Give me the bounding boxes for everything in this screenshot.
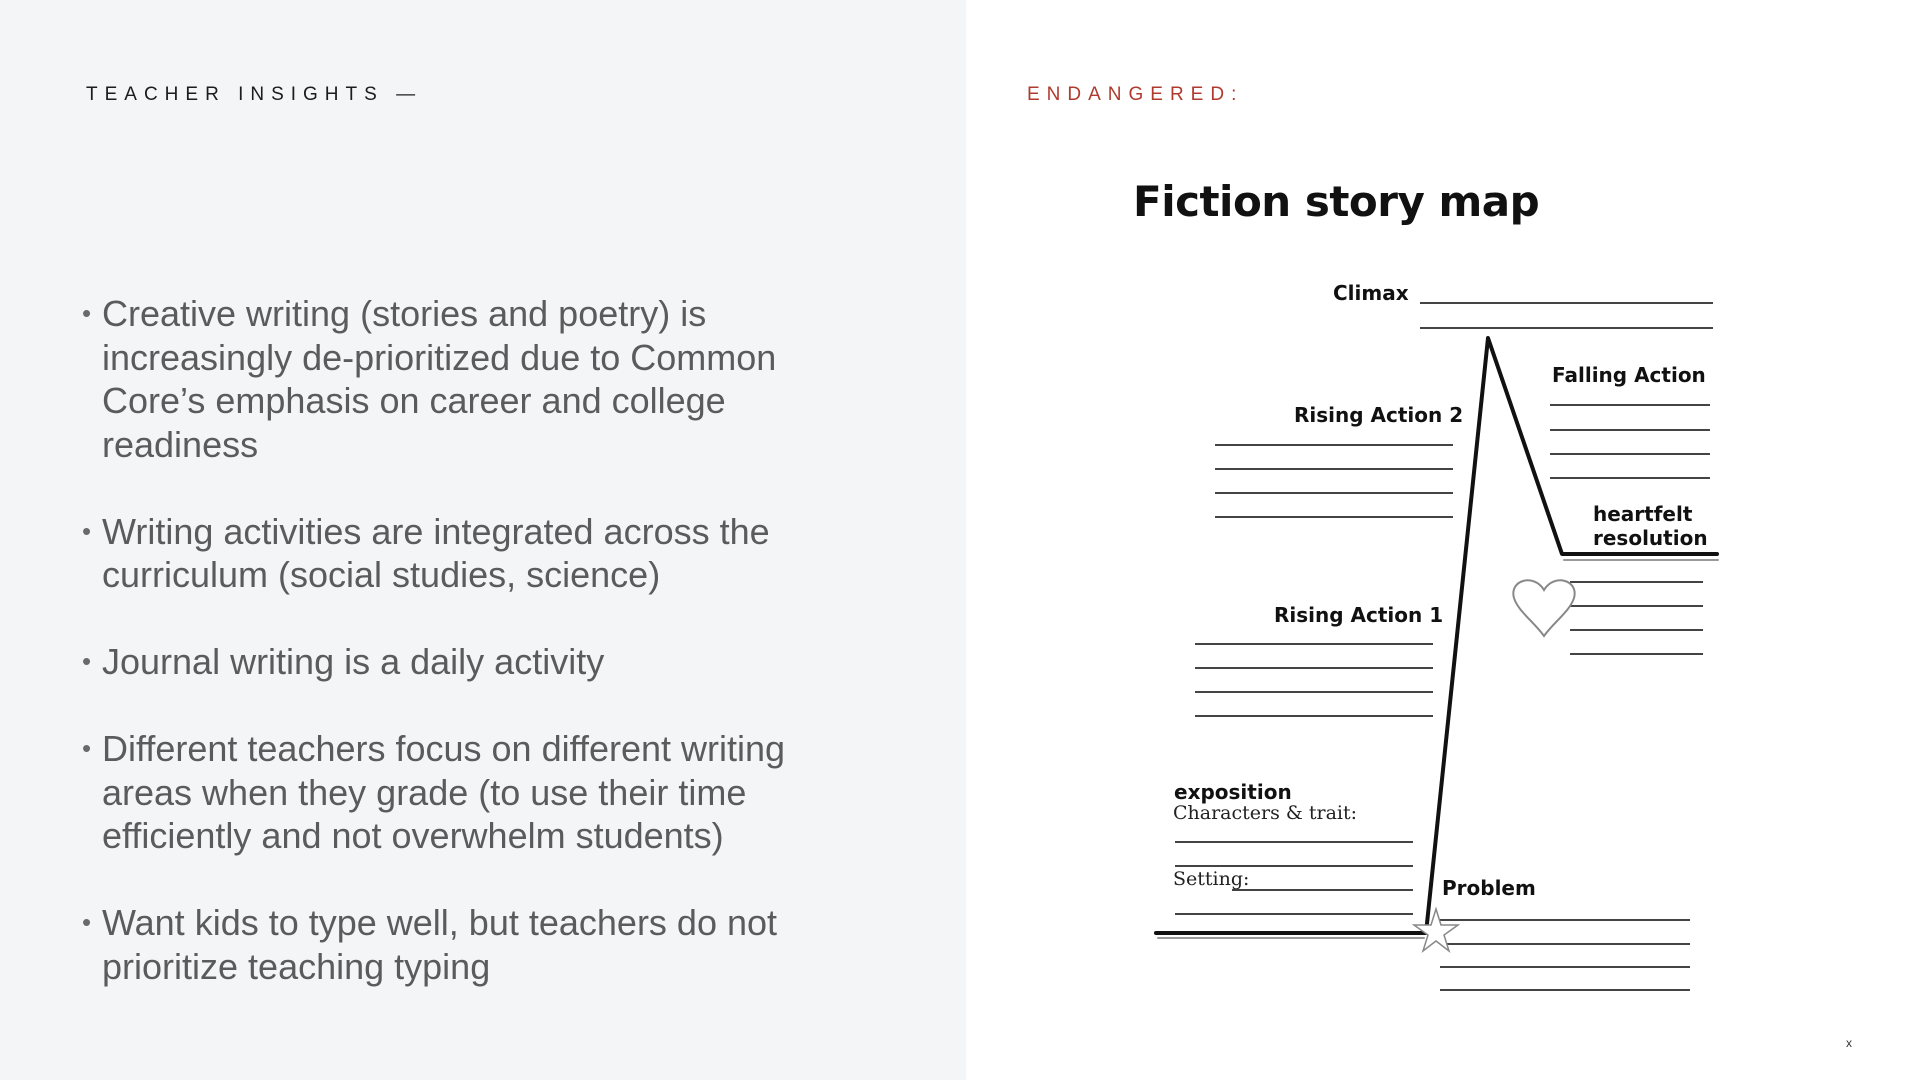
insight-text: Creative writing (stories and poetry) is increasingly de-prioritized due to Common Core’s emphasis on career and college readiness <box>102 293 777 465</box>
rising-action-1-label: Rising Action 1 <box>1274 603 1444 627</box>
bullet-dot: • <box>82 515 92 546</box>
insights-list <box>80 292 820 1032</box>
insight-item <box>80 510 820 597</box>
climax-label: Climax <box>1333 281 1409 305</box>
story-map-title: Fiction story map <box>1133 177 1540 226</box>
resolution-label-line2: resolution <box>1593 526 1708 550</box>
bullet-dot: • <box>82 733 92 763</box>
rising-action-2-label: Rising Action 2 <box>1294 403 1464 427</box>
insight-text: Writing activities are integrated across the curriculum (social studies, science) <box>102 510 770 595</box>
problem-label: Problem <box>1442 876 1536 900</box>
corner-mark: x <box>1846 1036 1852 1050</box>
heart-icon <box>1513 580 1574 636</box>
endangered-eyebrow: ENDANGERED: <box>1027 84 1244 105</box>
insight-text: Journal writing is a daily activity <box>102 641 605 682</box>
bullet-dot: • <box>82 298 92 328</box>
insight-item <box>80 727 820 858</box>
resolution-label-line1: heartfelt <box>1593 502 1693 526</box>
bullet-dot: • <box>82 646 92 676</box>
setting-label: Setting: <box>1173 868 1250 890</box>
section-eyebrow: TEACHER INSIGHTS — <box>86 84 423 105</box>
bullet-dot: • <box>82 907 92 937</box>
insight-item <box>80 292 820 466</box>
story-map-image <box>1120 170 1740 1010</box>
insight-text: Want kids to type well, but teachers do not prioritize teaching typing <box>102 902 778 987</box>
exposition-label: exposition <box>1174 780 1292 804</box>
insight-item <box>80 640 820 684</box>
insight-text: Different teachers focus on different writing areas when they grade (to use their time efficiently and not overwhelm students) <box>102 728 786 856</box>
plot-line <box>1156 338 1718 938</box>
falling-action-label: Falling Action <box>1552 363 1706 387</box>
insight-item <box>80 901 820 988</box>
characters-label: Characters & trait: <box>1173 802 1358 824</box>
